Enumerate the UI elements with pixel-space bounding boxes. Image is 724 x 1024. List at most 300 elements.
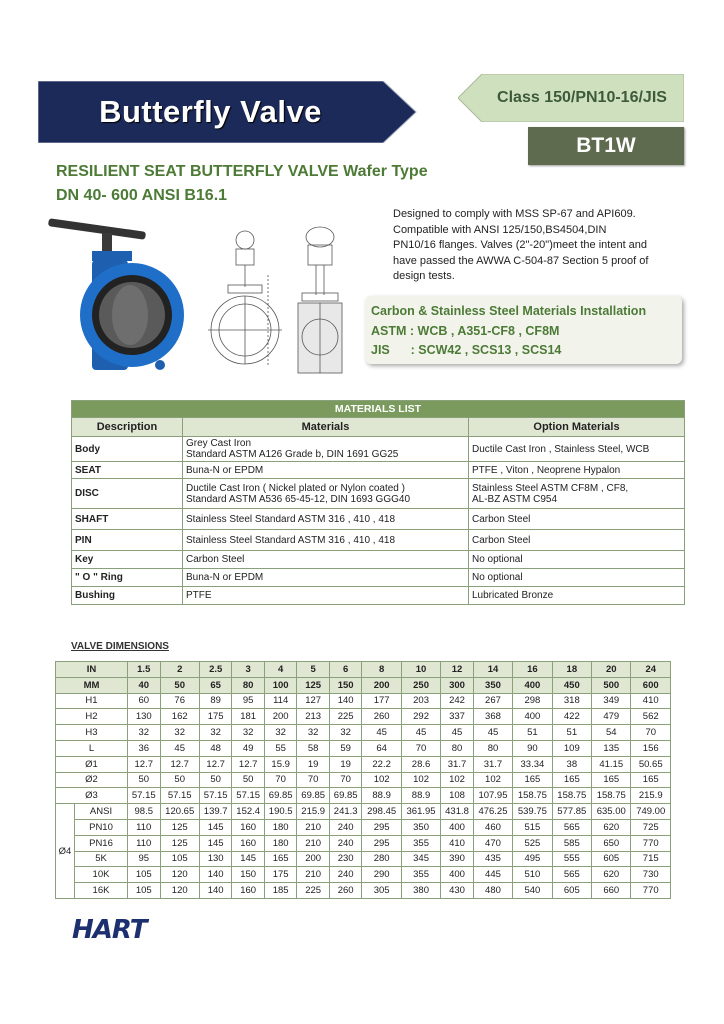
dimension-value: 156 [631,740,671,756]
dimension-value: 50 [160,772,199,788]
flange-standard-label: 10K [75,867,128,883]
cell-line: Ductile Cast Iron , Stainless Steel, WCB [472,443,650,455]
dimension-value: 125 [160,819,199,835]
materials-row [72,569,685,587]
dimension-value: 80 [232,677,265,693]
material-part: Bushing [72,587,183,605]
description-line: have passed the AWWA C-504-87 Section 5 proof of [393,254,649,267]
dimension-value: 175 [199,709,232,725]
material-spec [183,551,469,569]
dimension-value: 33.34 [513,756,552,772]
dimension-row [56,662,671,678]
dimension-value: 165 [631,772,671,788]
dimension-value: 59 [329,740,362,756]
logo-text: HART [72,915,147,945]
dimension-label: H1 [56,693,128,709]
dimension-row [56,740,671,756]
phi4-row [56,804,671,820]
dimension-value: 127 [297,693,330,709]
title-banner [38,81,418,143]
materials-row [72,509,685,530]
model-badge: BT1W [528,127,684,165]
valve-photo-and-drawings [40,215,370,385]
hart-logo [72,913,152,947]
dimension-value: 15.9 [264,756,297,772]
dimension-value: 12.7 [128,756,161,772]
dimension-value: 6 [329,662,362,678]
dimension-value: 410 [441,835,474,851]
dimension-value: 140 [329,693,362,709]
dimension-value: 50 [199,772,232,788]
material-spec [183,437,469,462]
dimension-value: 95 [232,693,265,709]
dimension-value: 8 [362,662,401,678]
cell-line: Carbon Steel [186,554,245,565]
dimension-value: 562 [631,709,671,725]
dimension-value: 130 [199,851,232,867]
dimension-value: 48 [199,740,232,756]
dimension-row [56,693,671,709]
dimension-value: 305 [362,883,401,899]
dimension-value: 400 [513,677,552,693]
material-spec [183,530,469,551]
dimension-value: 400 [513,709,552,725]
dimension-value: 540 [513,883,552,899]
dimension-value: 70 [329,772,362,788]
materials-box-astm: ASTM : WCB , A351-CF8 , CF8M [371,324,560,338]
dimension-value: 605 [552,883,591,899]
dimension-value: 89 [199,693,232,709]
dimension-value: 31.7 [441,756,474,772]
description-line: Compatible with ANSI 125/150,BS4504,DIN [393,223,607,236]
dimension-value: 45 [441,725,474,741]
dimension-value: 102 [441,772,474,788]
class-banner [458,74,684,122]
dimension-value: 210 [297,835,330,851]
dimension-label: Ø1 [56,756,128,772]
dimension-value: 50 [128,772,161,788]
material-spec [183,509,469,530]
flange-standard-label: PN16 [75,835,128,851]
dimension-label: Ø2 [56,772,128,788]
dimension-value: 230 [329,851,362,867]
description-line: PN10/16 flanges. Valves (2"-20")meet the intent and [393,239,648,252]
dimension-value: 295 [362,835,401,851]
material-part: Key [72,551,183,569]
dimension-value: 650 [592,835,631,851]
dimension-value: 12.7 [199,756,232,772]
option-material [469,509,685,530]
dimension-value: 298.45 [362,804,401,820]
dimension-value: 180 [264,819,297,835]
dimension-value: 620 [592,867,631,883]
flange-standard-label: 5K [75,851,128,867]
dimension-value: 88.9 [362,788,401,804]
dimension-value: 585 [552,835,591,851]
dimension-value: 350 [473,677,512,693]
dimension-value: 200 [297,851,330,867]
materials-list-title: MATERIALS LIST [72,401,685,418]
dimension-value: 57.15 [199,788,232,804]
dimension-value: 140 [199,867,232,883]
dimension-value: 260 [362,709,401,725]
materials-table [71,400,685,605]
subtitle-line-2: DN 40- 600 ANSI B16.1 [56,187,228,204]
dimension-value: 295 [362,819,401,835]
description-line: design tests. [393,270,455,283]
materials-column-header: Option Materials [469,418,685,437]
dimension-value: 510 [513,867,552,883]
dimension-label: Ø3 [56,788,128,804]
dimension-value: 165 [552,772,591,788]
dimension-value: 120.65 [160,804,199,820]
dimension-value: 49 [232,740,265,756]
dimension-value: 54 [592,725,631,741]
dimension-value: 16 [513,662,552,678]
dimension-value: 158.75 [552,788,591,804]
dimension-row [56,709,671,725]
dimension-value: 57.15 [128,788,161,804]
dimension-value: 770 [631,835,671,851]
dimension-value: 55 [264,740,297,756]
dimension-value: 31.7 [473,756,512,772]
dimension-value: 19 [297,756,330,772]
material-part: PIN [72,530,183,551]
dimension-value: 69.85 [329,788,362,804]
cell-line: Standard ASTM A126 Grade b, DIN 1691 GG25 [186,449,399,460]
dimension-value: 105 [128,867,161,883]
dimension-value: 10 [401,662,440,678]
dimension-value: 105 [160,851,199,867]
dimension-label: H3 [56,725,128,741]
materials-row [72,587,685,605]
dimension-value: 98.5 [128,804,161,820]
dimension-value: 41.15 [592,756,631,772]
description [393,207,693,285]
dimension-value: 32 [160,725,199,741]
dimension-value: 130 [128,709,161,725]
dimension-value: 69.85 [297,788,330,804]
dimension-value: 725 [631,819,671,835]
dimension-value: 180 [264,835,297,851]
dimension-value: 525 [513,835,552,851]
dimension-value: 435 [473,851,512,867]
dimension-value: 495 [513,851,552,867]
cell-line: AL-BZ ASTM C954 [472,493,558,505]
dimension-value: 431.8 [441,804,474,820]
dimension-value: 58 [297,740,330,756]
materials-box-jis: JIS : SCW42 , SCS13 , SCS14 [371,343,562,357]
description-line: Designed to comply with MSS SP-67 and API609. [393,208,636,220]
dimension-value: 345 [401,851,440,867]
dimension-value: 240 [329,819,362,835]
dimension-label: MM [56,677,128,693]
dimension-value: 460 [473,819,512,835]
dimension-value: 539.75 [513,804,552,820]
dimension-value: 45 [160,740,199,756]
material-part: SEAT [72,462,183,479]
dimension-value: 12.7 [232,756,265,772]
dimension-value: 120 [160,867,199,883]
dimension-value: 3 [232,662,265,678]
materials-installation-box [365,296,682,364]
dimension-value: 225 [329,709,362,725]
cell-line: Grey Cast Iron [186,438,252,449]
dimension-value: 660 [592,883,631,899]
dimension-value: 70 [631,725,671,741]
option-material [469,551,685,569]
dimension-value: 565 [552,819,591,835]
dimension-value: 32 [232,725,265,741]
valve-dimensions-title: VALVE DIMENSIONS [71,641,169,652]
dimension-value: 110 [128,835,161,851]
cell-line: Stainless Steel Standard ASTM 316 , 410 , 418 [186,513,396,525]
dimension-value: 210 [297,867,330,883]
dimension-value: 240 [329,835,362,851]
material-part: Body [72,437,183,462]
dimension-value: 158.75 [513,788,552,804]
materials-column-header: Description [72,418,183,437]
dimension-value: 349 [592,693,631,709]
dimension-value: 64 [362,740,401,756]
cell-line: Standard ASTM A536 65-45-12, DIN 1693 GGG40 [186,493,411,505]
dimension-row [56,756,671,772]
materials-column-header: Materials [183,418,469,437]
material-spec [183,587,469,605]
dimension-label: H2 [56,709,128,725]
dimension-value: 215.9 [297,804,330,820]
dimension-value: 32 [128,725,161,741]
subtitle [56,160,428,208]
dimension-value: 368 [473,709,512,725]
phi4-row [56,819,671,835]
dimension-value: 140 [199,883,232,899]
dimension-value: 620 [592,819,631,835]
dimension-value: 135 [592,740,631,756]
dimension-value: 730 [631,867,671,883]
dimension-value: 2 [160,662,199,678]
dimension-value: 120 [160,883,199,899]
dimension-value: 225 [297,883,330,899]
dimension-value: 470 [473,835,512,851]
dimension-value: 390 [441,851,474,867]
cell-line: Carbon Steel [472,534,531,546]
dimension-value: 165 [264,851,297,867]
dimension-value: 380 [401,883,440,899]
dimension-value: 280 [362,851,401,867]
dimension-value: 203 [401,693,440,709]
dimension-value: 480 [473,883,512,899]
dimension-value: 210 [297,819,330,835]
dimension-value: 190.5 [264,804,297,820]
dimension-value: 241.3 [329,804,362,820]
option-material [469,437,685,462]
dimension-row [56,772,671,788]
dimension-value: 32 [329,725,362,741]
dimension-value: 430 [441,883,474,899]
phi4-row [56,851,671,867]
dimension-value: 76 [160,693,199,709]
dimension-value: 70 [297,772,330,788]
dimension-value: 110 [128,819,161,835]
dimension-value: 160 [232,819,265,835]
dimension-value: 108 [441,788,474,804]
option-material [469,530,685,551]
material-part: SHAFT [72,509,183,530]
dimension-value: 50 [160,677,199,693]
dimension-value: 105 [128,883,161,899]
flange-standard-label: 16K [75,883,128,899]
materials-row [72,530,685,551]
dimension-value: 600 [631,677,671,693]
dimension-value: 361.95 [401,804,440,820]
phi4-row [56,867,671,883]
dimension-value: 577.85 [552,804,591,820]
dimension-value: 32 [297,725,330,741]
dimension-value: 1.5 [128,662,161,678]
dimension-value: 20 [592,662,631,678]
dimension-value: 290 [362,867,401,883]
dimension-value: 165 [592,772,631,788]
dimension-value: 102 [401,772,440,788]
subtitle-line-1: RESILIENT SEAT BUTTERFLY VALVE Wafer Type [56,163,428,180]
material-spec [183,479,469,509]
phi4-label: Ø4 [56,804,75,899]
cell-line: Buna-N or EPDM [186,572,264,583]
dimension-value: 51 [552,725,591,741]
dimension-value: 2.5 [199,662,232,678]
material-spec [183,569,469,587]
dimension-value: 160 [232,835,265,851]
dimension-value: 88.9 [401,788,440,804]
dimension-value: 213 [297,709,330,725]
dimension-value: 260 [329,883,362,899]
dimension-value: 28.6 [401,756,440,772]
flange-standard-label: PN10 [75,819,128,835]
dimension-value: 50.65 [631,756,671,772]
dimension-value: 69.85 [264,788,297,804]
dimension-value: 267 [473,693,512,709]
dimension-value: 145 [232,851,265,867]
side-drawing [208,231,282,365]
dimension-value: 100 [264,677,297,693]
dimension-value: 22.2 [362,756,401,772]
dimension-value: 450 [552,677,591,693]
dimension-value: 80 [473,740,512,756]
dimension-value: 150 [329,677,362,693]
dimension-value: 200 [362,677,401,693]
cell-line: No optional [472,572,523,583]
dimension-value: 150 [232,867,265,883]
dimension-value: 109 [552,740,591,756]
dimension-value: 102 [362,772,401,788]
dimension-value: 215.9 [631,788,671,804]
cell-line: Buna-N or EPDM [186,464,264,476]
dimension-value: 337 [441,709,474,725]
dimension-value: 102 [473,772,512,788]
dimension-label: IN [56,662,128,678]
dimension-value: 45 [401,725,440,741]
dimension-value: 355 [401,867,440,883]
dimension-value: 4 [264,662,297,678]
material-spec [183,462,469,479]
option-material [469,587,685,605]
dimension-value: 200 [264,709,297,725]
dimension-value: 422 [552,709,591,725]
dimension-value: 555 [552,851,591,867]
dimension-value: 515 [513,819,552,835]
cell-line: No optional [472,554,523,565]
materials-row [72,437,685,462]
dimension-value: 400 [441,867,474,883]
dimension-value: 125 [297,677,330,693]
dimension-value: 32 [264,725,297,741]
dimension-value: 90 [513,740,552,756]
cell-line: PTFE [186,590,212,601]
material-part: DISC [72,479,183,509]
materials-row [72,551,685,569]
dimension-value: 715 [631,851,671,867]
dimension-value: 350 [401,819,440,835]
dimension-value: 18 [552,662,591,678]
dimension-value: 165 [513,772,552,788]
dimension-value: 605 [592,851,631,867]
dimension-value: 32 [199,725,232,741]
option-material [469,462,685,479]
dimension-row [56,725,671,741]
dimension-value: 476.25 [473,804,512,820]
dimension-value: 70 [264,772,297,788]
dimension-value: 139.7 [199,804,232,820]
class-label: Class 150/PN10-16/JIS [497,89,667,106]
dimension-value: 51 [513,725,552,741]
dimension-value: 57.15 [232,788,265,804]
dimension-value: 45 [362,725,401,741]
dimension-value: 400 [441,819,474,835]
dimension-value: 181 [232,709,265,725]
dimension-value: 250 [401,677,440,693]
flange-standard-label: ANSI [75,804,128,820]
dimension-value: 145 [199,819,232,835]
dimension-value: 635.00 [592,804,631,820]
dimension-value: 50 [232,772,265,788]
dimension-value: 38 [552,756,591,772]
dimension-value: 65 [199,677,232,693]
section-drawing [298,227,342,373]
valve-photo [48,218,184,370]
dimension-label: L [56,740,128,756]
dimension-value: 145 [199,835,232,851]
cell-line: Ductile Cast Iron ( Nickel plated or Nylon coated ) [186,482,405,494]
cell-line: Stainless Steel ASTM CF8M , CF8, [472,482,629,494]
dimension-value: 24 [631,662,671,678]
dimension-value: 162 [160,709,199,725]
dimension-value: 80 [441,740,474,756]
cell-line: Stainless Steel Standard ASTM 316 , 410 , 418 [186,534,396,546]
dimension-value: 57.15 [160,788,199,804]
materials-row [72,462,685,479]
dimension-value: 479 [592,709,631,725]
dimension-row [56,677,671,693]
dimension-value: 160 [232,883,265,899]
dimension-value: 45 [473,725,512,741]
dimension-value: 114 [264,693,297,709]
materials-box-heading: Carbon & Stainless Steel Materials Installation [371,304,647,318]
dimension-value: 152.4 [232,804,265,820]
dimension-value: 749.00 [631,804,671,820]
dimension-value: 298 [513,693,552,709]
dimension-value: 175 [264,867,297,883]
